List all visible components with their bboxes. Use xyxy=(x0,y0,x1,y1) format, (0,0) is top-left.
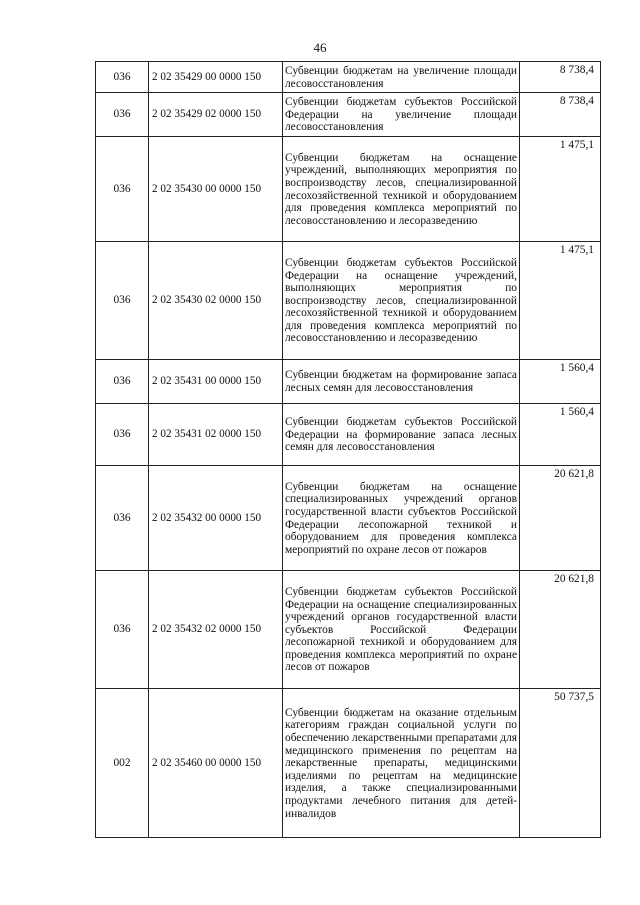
budget-classification-code-cell: 2 02 35430 02 0000 150 xyxy=(149,242,283,360)
amount-cell: 1 475,1 xyxy=(520,242,601,360)
table-row xyxy=(96,404,601,466)
budget-classification-code-cell: 2 02 35432 02 0000 150 xyxy=(149,571,283,689)
admin-code-cell: 036 xyxy=(96,137,149,242)
table-row xyxy=(96,689,601,838)
description-cell: Субвенции бюджетам субъектов Российской Федерации на формирование запаса лесных семян для лесовосстановления xyxy=(283,404,520,466)
budget-classification-code-cell: 2 02 35430 00 0000 150 xyxy=(149,137,283,242)
amount-cell: 8 738,4 xyxy=(520,62,601,93)
description-cell: Субвенции бюджетам на оказание отдельным категориям граждан социальной услуги по обеспечению лекарственными препаратами для медицинского применения по рецептам на лекарственные препараты, медицинскими изделиями по рецептам на медицинские изделия, а также специализированными продуктами лечебного питания для детей-инвалидов xyxy=(283,689,520,838)
amount-cell: 20 621,8 xyxy=(520,466,601,571)
table-row xyxy=(96,571,601,689)
admin-code-cell: 036 xyxy=(96,404,149,466)
table-row xyxy=(96,466,601,571)
description-cell: Субвенции бюджетам на увеличение площади лесовосстановления xyxy=(283,62,520,93)
amount-cell: 1 560,4 xyxy=(520,404,601,466)
description-cell: Субвенции бюджетам субъектов Российской Федерации на оснащение учреждений, выполняющих мероприятия по воспроизводству лесов, специализированной лесохозяйственной техникой и оборудованием для проведения комплекса мероприятий по лесовосстановлению и лесоразведению xyxy=(283,242,520,360)
admin-code-cell: 036 xyxy=(96,62,149,93)
admin-code-cell: 036 xyxy=(96,360,149,404)
amount-cell: 20 621,8 xyxy=(520,571,601,689)
admin-code-cell: 036 xyxy=(96,93,149,137)
admin-code-cell: 036 xyxy=(96,571,149,689)
budget-classification-code-cell: 2 02 35429 00 0000 150 xyxy=(149,62,283,93)
table-row xyxy=(96,137,601,242)
admin-code-cell: 002 xyxy=(96,689,149,838)
table-row xyxy=(96,360,601,404)
budget-classification-code-cell: 2 02 35429 02 0000 150 xyxy=(149,93,283,137)
description-cell: Субвенции бюджетам субъектов Российской Федерации на увеличение площади лесовосстановления xyxy=(283,93,520,137)
description-cell: Субвенции бюджетам на формирование запаса лесных семян для лесовосстановления xyxy=(283,360,520,404)
budget-classification-code-cell: 2 02 35431 02 0000 150 xyxy=(149,404,283,466)
table-row xyxy=(96,93,601,137)
amount-cell: 8 738,4 xyxy=(520,93,601,137)
budget-classification-code-cell: 2 02 35431 00 0000 150 xyxy=(149,360,283,404)
table-row xyxy=(96,242,601,360)
page-number: 46 xyxy=(313,40,327,55)
budget-table xyxy=(95,61,601,838)
amount-cell: 1 560,4 xyxy=(520,360,601,404)
admin-code-cell: 036 xyxy=(96,466,149,571)
budget-classification-code-cell: 2 02 35432 00 0000 150 xyxy=(149,466,283,571)
admin-code-cell: 036 xyxy=(96,242,149,360)
description-cell: Субвенции бюджетам на оснащение специализированных учреждений органов государственной власти субъектов Российской Федерации лесопожарной техникой и оборудованием для проведения комплекса мероприятий по охране лесов от пожаров xyxy=(283,466,520,571)
description-cell: Субвенции бюджетам субъектов Российской Федерации на оснащение специализированных учреждений органов государственной власти субъектов Российской Федерации лесопожарной техникой и оборудованием для проведения комплекса мероприятий по охране лесов от пожаров xyxy=(283,571,520,689)
description-cell: Субвенции бюджетам на оснащение учреждений, выполняющих мероприятия по воспроизводству лесов, специализированной лесохозяйственной техникой и оборудованием для проведения комплекса мероприятий по лесовосстановлению и лесоразведению xyxy=(283,137,520,242)
budget-classification-code-cell: 2 02 35460 00 0000 150 xyxy=(149,689,283,838)
table-row xyxy=(96,62,601,93)
amount-cell: 1 475,1 xyxy=(520,137,601,242)
amount-cell: 50 737,5 xyxy=(520,689,601,838)
